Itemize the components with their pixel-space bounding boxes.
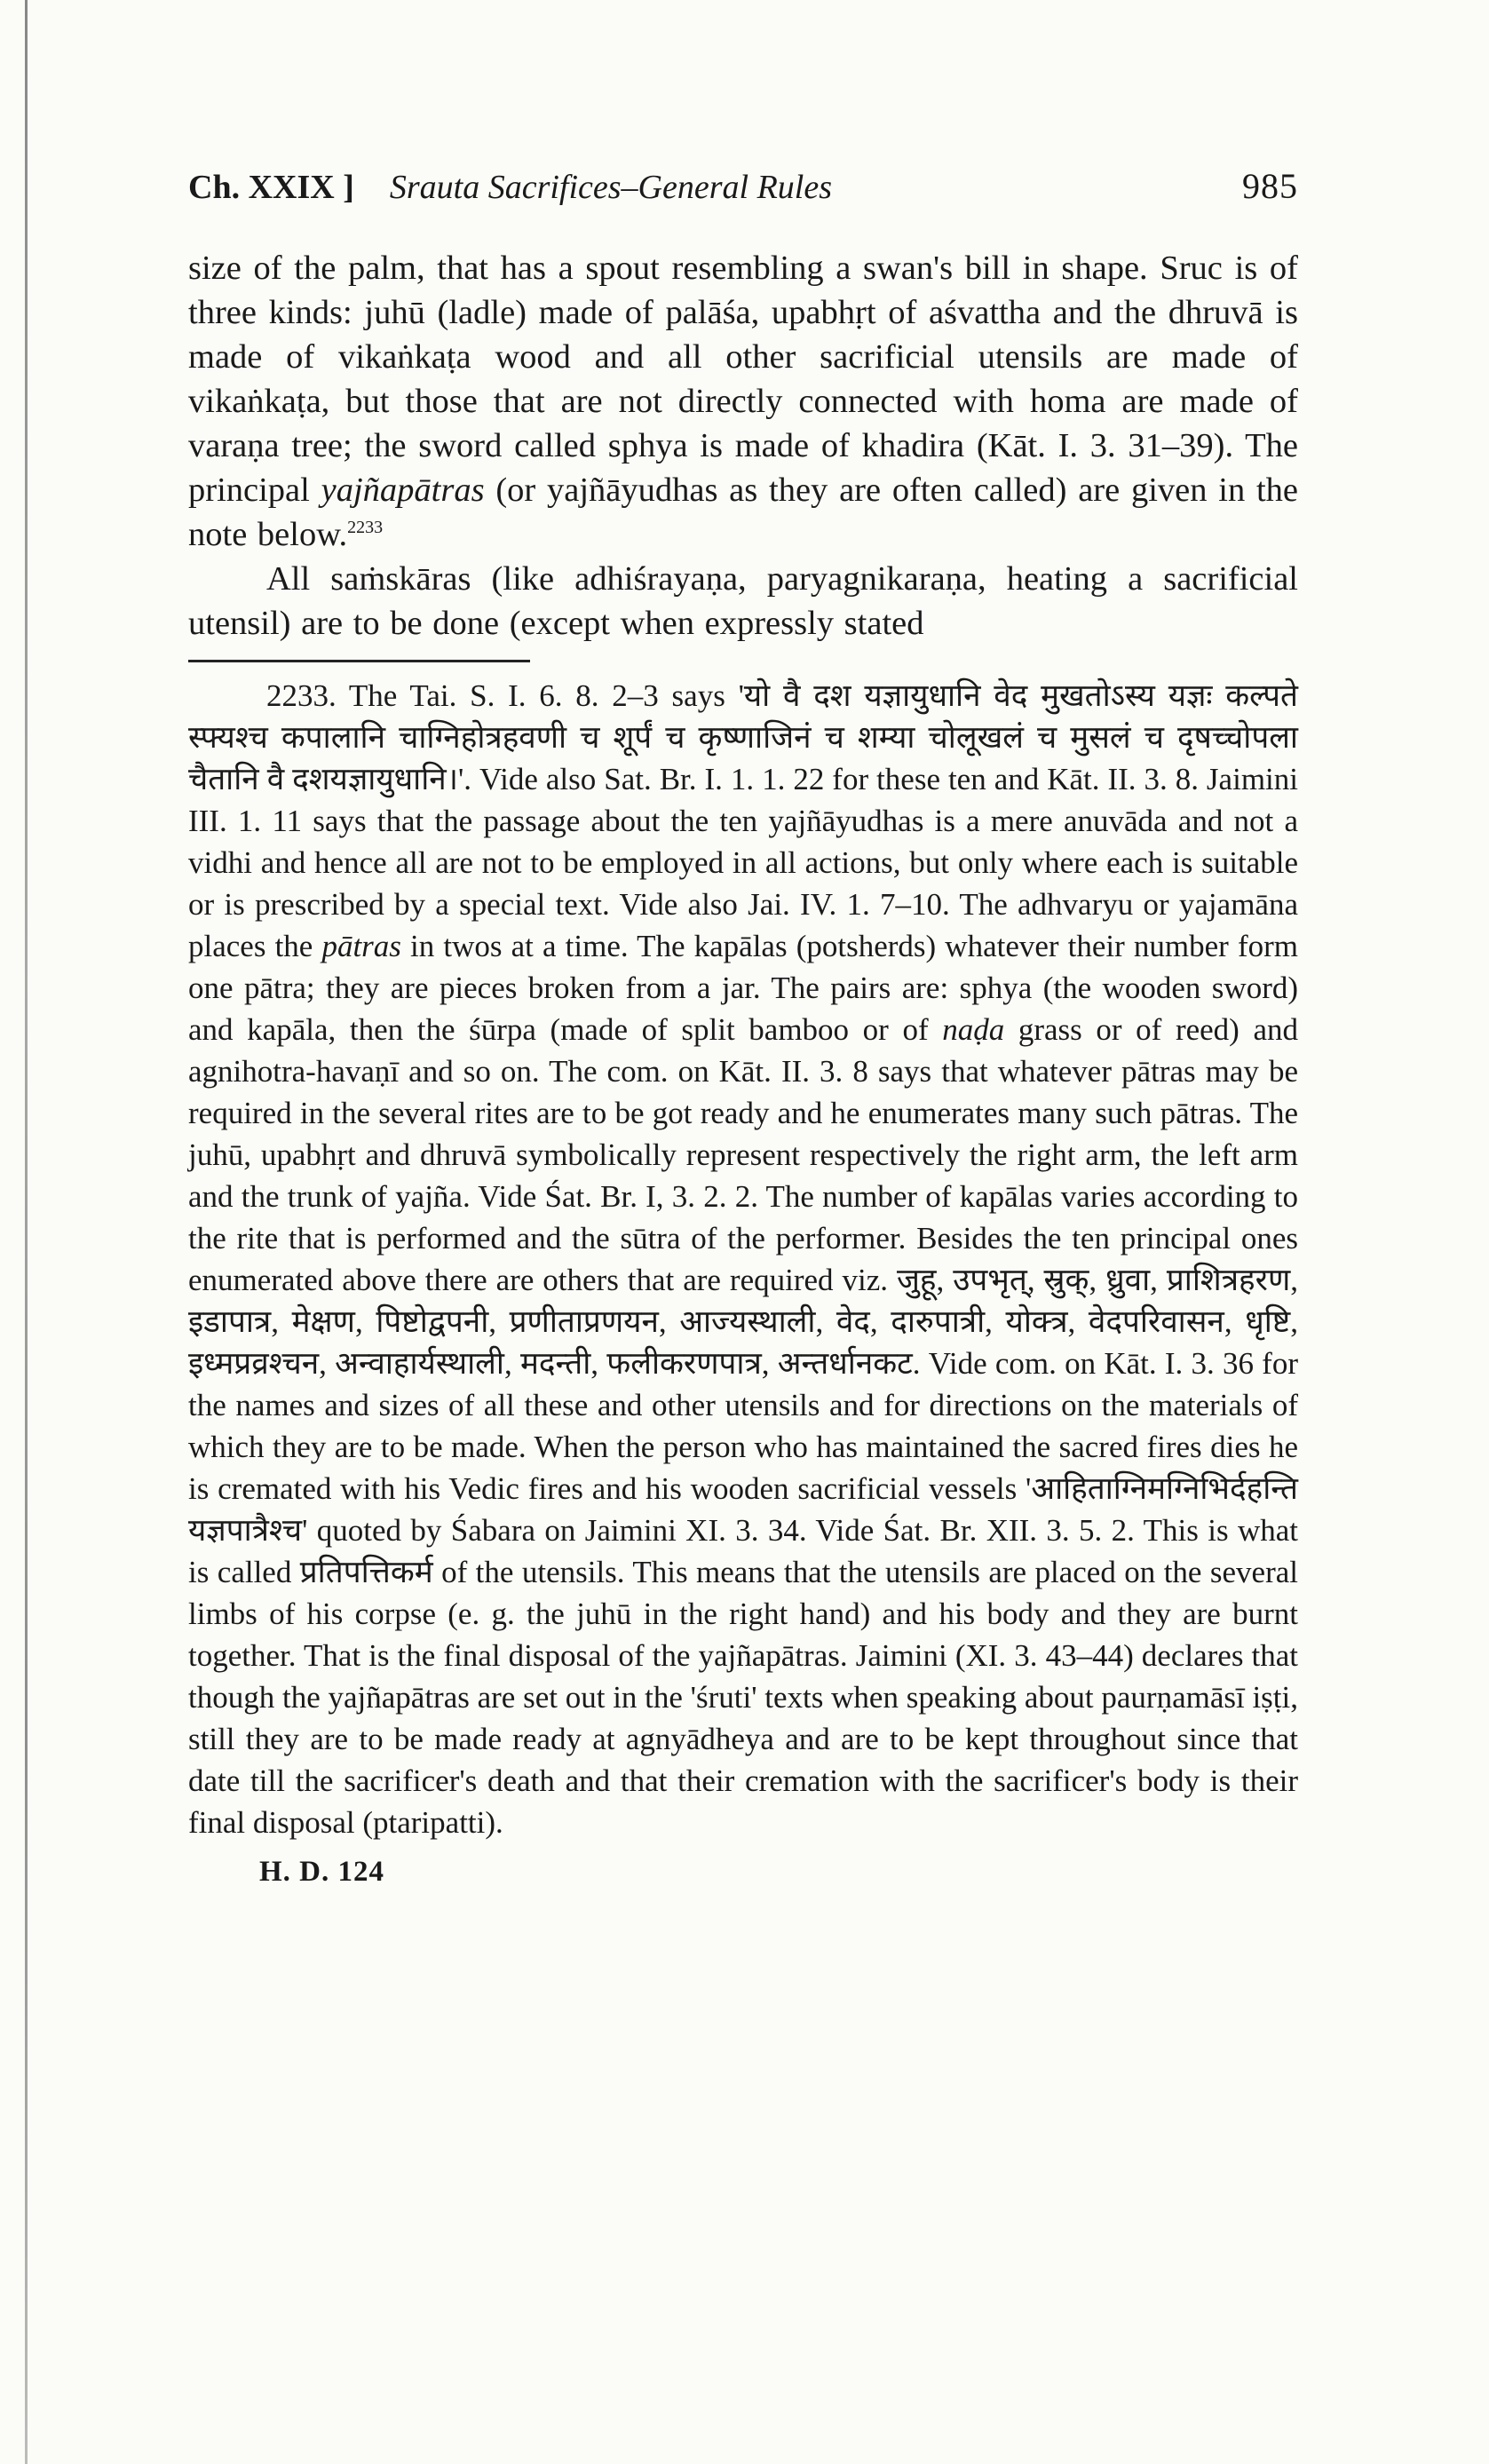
footnote-divider (188, 660, 530, 662)
footnote-text-c: grass or of reed) and agnihotra-havaṇī and so on. The com. on Kāt. II. 3. 8 says that whatever pātras may be required in the several rites are to be got ready and he enumerates many such pātras. The juhū, upabhṛt and dhruvā symbolically represent respectively the right arm, the left arm and the trunk of yajña. Vide Śat. Br. I, 3. 2. 2. The number of kapālas varies according to the rite that is performed and the sūtra of the performer. Besides the ten principal ones enumerated above there are others that are required viz. जुहू, उपभृत्, स्रुक्, ध्रुवा, प्राशित्रहरण, इडापात्र, मेक्षण, पिष्टोद्वपनी, प्रणीताप्रणयन, आज्यस्थाली, वेद, दारुपात्री, योक्त्र, वेदपरिवासन, धृष्टि, इध्मप्रव्रश्चन, अन्वाहार्यस्थाली, मदन्ती, फलीकरणपात्र, अन्तर्धानकट. Vide com. on Kāt. I. 3. 36 for the names and sizes of all these and other utensils and for directions on the materials of which they are to be made. When the person who has maintained the sacred fires dies he is cremated with his Vedic fires and his wooden sacrificial vessels 'आहिताग्निमग्निभिर्दहन्ति यज्ञपात्रैश्च' quoted by Śabara on Jaimini XI. 3. 34. Vide Śat. Br. XII. 3. 5. 2. This is what is called प्रतिपत्तिकर्म of the utensils. This means that the utensils are placed on the several limbs of his corpse (e. g. the juhū in the right hand) and his body and they are burnt together. That is the final disposal of the yajñapātras. Jaimini (XI. 3. 43–44) declares that though the yajñapātras are set out in the 'śruti' texts when speaking about paurṇamāsī iṣṭi, still they are to be made ready at agnyādheya and are to be kept throughout since that date till the sacrificer's death and that their cremation with the sacrificer's body is their final disposal (ptaripatti). (188, 1012, 1298, 1840)
chapter-label: Ch. XXIX ] (188, 169, 354, 206)
paragraph-1 (188, 246, 1298, 557)
para1-italic: yajñapātras (321, 471, 485, 509)
page-edge-line (25, 0, 28, 2464)
para1-text-b: (or yajñāyudhas as they are often called) are given in the note below. (188, 471, 1298, 553)
page-number: 985 (1242, 166, 1298, 206)
footnote-ref[interactable]: 2233 (347, 518, 384, 538)
para1-text-a: size of the palm, that has a spout resembling a swan's bill in shape. Sruc is of three kinds: juhū (ladle) made of palāśa, upabhṛt of aśvattha and the dhruvā is made of vikaṅkaṭa wood and all other sacrificial utensils are made of vikaṅkaṭa, but those that are not directly connected with homa are made of varaṇa tree; the sword called sphya is made of khadira (Kāt. I. 3. 31–39). The principal (188, 250, 1298, 509)
footnote-italic-2: naḍa (942, 1012, 1005, 1047)
footnote-2233 (188, 675, 1298, 1843)
main-text (188, 246, 1298, 646)
footnote-text-b: in twos at a time. The kapālas (potsherds) whatever their number form one pātra; they are pieces broken from a jar. The pairs are: sphya (the wooden sword) and kapāla, then the śūrpa (made of split bamboo or of (188, 929, 1298, 1047)
footnote-italic-1: pātras (321, 929, 401, 963)
running-header (188, 165, 1298, 207)
running-title: Srauta Sacrifices–General Rules (389, 169, 832, 206)
footnote (188, 675, 1298, 1843)
signature-mark: H. D. 124 (259, 1856, 384, 1888)
footnote-text-a: 2233. The Tai. S. I. 6. 8. 2–3 says 'यो वै दश यज्ञायुधानि वेद मुखतोऽस्य यज्ञः कल्पते स्फ्यश्च कपालानि चाग्निहोत्रहवणी च शूर्पं च कृष्णाजिनं च शम्या चोलूखलं च मुसलं च दृषच्चोपला चैतानि वै दशयज्ञायुधानि।'. Vide also Sat. Br. I. 1. 1. 22 for these ten and Kāt. II. 3. 8. Jaimini III. 1. 11 says that the passage about the ten yajñāyudhas is a mere anuvāda and not a vidhi and hence all are not to be employed in all actions, but only where each is suitable or is prescribed by a special text. Vide also Jai. IV. 1. 7–10. The adhvaryu or yajamāna places the (188, 678, 1298, 963)
page (188, 165, 1298, 1889)
paragraph-2: All saṁskāras (like adhiśrayaṇa, paryagnikaraṇa, heating a sacrificial utensil) are to be done (except when expressly stated (188, 560, 1298, 642)
